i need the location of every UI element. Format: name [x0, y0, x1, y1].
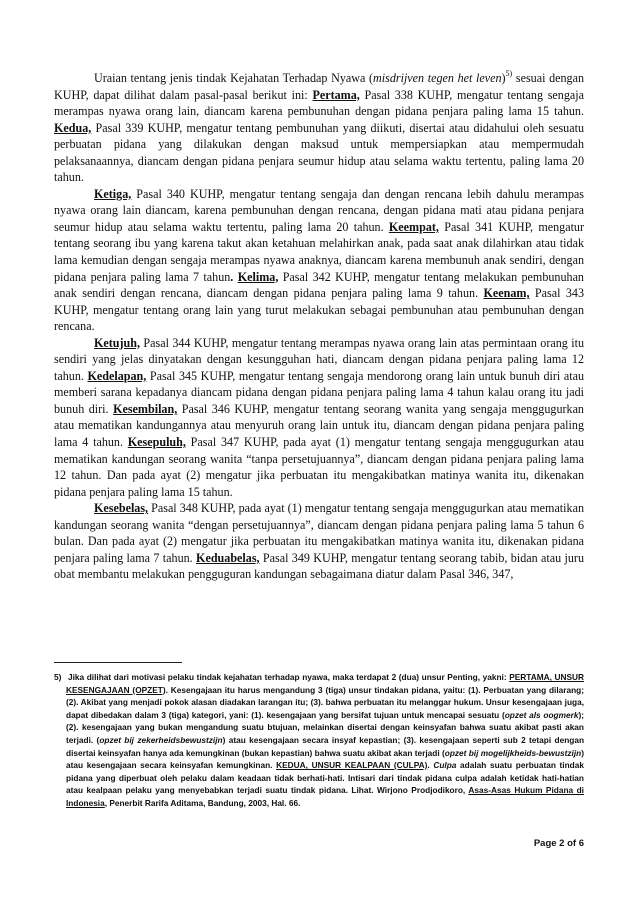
- keyword-keempat: Keempat,: [388, 219, 439, 234]
- footnote-book-title: Asas-Asas Hukum Pidana di Indonesia: [66, 785, 584, 808]
- footnote-5: [54, 671, 584, 810]
- keyword-ketujuh: Ketujuh,: [94, 335, 141, 350]
- paragraph-4: Kesebelas, Pasal 348 KUHP, pada ayat (1) mengatur tentang sengaja menggugurkan atau mematikan kandungan seorang wanita “dengan persetujuannya”, diancam dengan pidana penjara paling lama 5 tahun 6 bulan. Dan pada ayat (2) mengatur jika perbuatan itu mengakibatkan matinya wanita itu, dikenakan pidana penjara paling lama 7 tahun. Keduabelas, Pasal 349 KUHP, mengatur tentang seorang tabib, bidan atau juru obat membantu melakukan pengguguran kandungan sebagaimana diatur dalam Pasal 346, 347,: [54, 501, 584, 582]
- keyword-kedua: Kedua,: [54, 120, 92, 135]
- paragraph-1: Uraian tentang jenis tindak Kejahatan Terhadap Nyawa (misdrijven tegen het leven)$^{5)}$ sesuai dengan KUHP, dapat dilihat dalam pasal-pasal berikut ini: Pertama, Pasal 338 KUHP, mengatur tentang sengaja merampas nyawa orang lain, diancam karena pembunuhan dengan pidana penjara paling lama 15 tahun. Kedua, Pasal 339 KUHP, mengatur tentang pembunuhan yang diikuti, disertai atau didahului oleh sesuatu perbuatan pidana yang dilakukan dengan maksud untuk mempersiapkan atau mempermudah pelaksanaannya, diancam dengan pidana penjara seumur hidup atau selama waktu tertentu, paling lama 20 tahun.: [54, 69, 584, 185]
- footnote-divider: [54, 662, 182, 663]
- footnote-text: Jika dilihat dari motivasi pelaku tindak kejahatan terhadap nyawa, maka terdapat 2 (dua) unsur Penting, yakni: PERTAMA, UNSUR KESENGAJAAN (OPZET). Kesengajaan itu harus mengandung 3 (tiga) unsur tindakan pidana, yaitu: (1). Perbuatan yang dilarang; (2). Akibat yang menjadi pokok alasan diadakan larangan itu; (3). bahwa perbuatan itu melanggar hukum. Unsur kesengajaan juga, dapat dibedakan dalam 3 (tiga) kategori, yani: (1). kesengajaan yang bersifat tujuan untuk mencapai sesuatu (opzet als oogmerk); (2). kesengajaan yang bukan mengandung suatu btujuan, melainkan disertai dengan keinsyafan bahwa suatu akibat pasti akan terjadi. (opzet bij zekerheidsbewustzijn) atau kesengajaan secara insyaf kepastian; (3). kesengajaan seperti sub 2 tetapi dengan disertai keinsyafan hanya ada kemungkinan (bukan kepastian) bahwa suatu akibat akan terjadi (opzet bij mogelijkheids-bewustzijn) atau kesengajaan secara keinsyafan kemungkinan. KEDUA, UNSUR KEALPAAN (CULPA). Culpa adalah suatu perbuatan tindak pidana yang diperbuat oleh pelaku dalam keadaan tidak berhati-hati. Intisari dari tindak pidana culpa adalah ketidak hati-hatian atau kealpaan pelaku yang menyebabkan terjadi suatu tindak pidana. Lihat. Wirjono Prodjodikoro, Asas-Asas Hukum Pidana di Indonesia, Penerbit Rarifa Aditama, Bandung, 2003, Hal. 66.: [66, 672, 585, 808]
- keyword-kelima: Kelima,: [237, 269, 279, 284]
- footnote-ref-5[interactable]: 5): [505, 69, 513, 78]
- document-page: [54, 70, 584, 583]
- paragraph-3: Ketujuh, Pasal 344 KUHP, mengatur tentang merampas nyawa orang lain atas permintaan orang itu sendiri yang jelas dinyatakan dengan kesungguhan hati, diancam dengan pidana penjara paling lama 12 tahun. Kedelapan, Pasal 345 KUHP, mengatur tentang sengaja mendorong orang lain untuk bunuh diri atau memberi sarana kepadanya diancam pidana dengan pidana penjara paling lama 4 tahun kalau orang itu jadi bunuh diri. Kesembilan, Pasal 346 KUHP, mengatur tentang seorang wanita yang sengaja menggugurkan atau mematikan kandungannya atau menyuruh orang lain untuk itu, diancam dengan pidana penjara paling lama 4 tahun. Kesepuluh, Pasal 347 KUHP, pada ayat (1) mengatur tentang sengaja menggugurkan atau mematikan kandungan seorang wanita “tanpa persetujuannya”, diancam dengan pidana penjara paling lama 12 tahun. Dan pada ayat (2) mengatur jika perbuatan itu mengakibatkan matinya wanita itu, dikenakan pidana penjara paling lama 15 tahun.: [54, 335, 584, 499]
- paragraph-2: Ketiga, Pasal 340 KUHP, mengatur tentang sengaja dan dengan rencana lebih dahulu merampas nyawa orang lain diancam, karena pembunuhan dengan rencana, dengan pidana mati atau pidana penjara seumur hidup atau selama waktu tertentu, paling lama 20 tahun. Keempat, Pasal 341 KUHP, mengatur tentang seorang ibu yang karena takut akan ketahuan melahirkan anak, pada saat anak dilahirkan atau tidak lama kemudian dengan sengaja merampas nyawa anaknya, diancam karena membunuh anak sendiri, dengan pidana penjara paling lama 7 tahun. Kelima, Pasal 342 KUHP, mengatur tentang melakukan pembunuhan anak sendiri dengan rencana, diancam dengan pidana penjara paling lama 9 tahun. Keenam, Pasal 343 KUHP, mengatur tentang orang lain yang turut melakukan sebagai pembunuhan atau pembunuhan dengan rencana.: [54, 186, 584, 334]
- footnote-unsur-kealpaan: KEDUA, UNSUR KEALPAAN (CULPA): [276, 760, 428, 771]
- body-text: [54, 70, 584, 583]
- keyword-kedelapan: Kedelapan,: [87, 368, 147, 383]
- keyword-pertama: Pertama,: [312, 87, 360, 102]
- keyword-keduabelas: Keduabelas,: [196, 550, 260, 565]
- keyword-kesembilan: Kesembilan,: [113, 401, 178, 416]
- keyword-kesepuluh: Kesepuluh,: [127, 435, 186, 450]
- keyword-keenam: Keenam,: [483, 286, 530, 301]
- page-number: Page 2 of 6: [533, 838, 584, 849]
- keyword-ketiga: Ketiga,: [94, 186, 132, 201]
- footnote-number: 5): [54, 672, 62, 682]
- keyword-kesebelas: Kesebelas,: [94, 501, 149, 516]
- footnote-unsur-kesengajaan: PERTAMA, UNSUR KESENGAJAAN (OPZET): [66, 672, 584, 695]
